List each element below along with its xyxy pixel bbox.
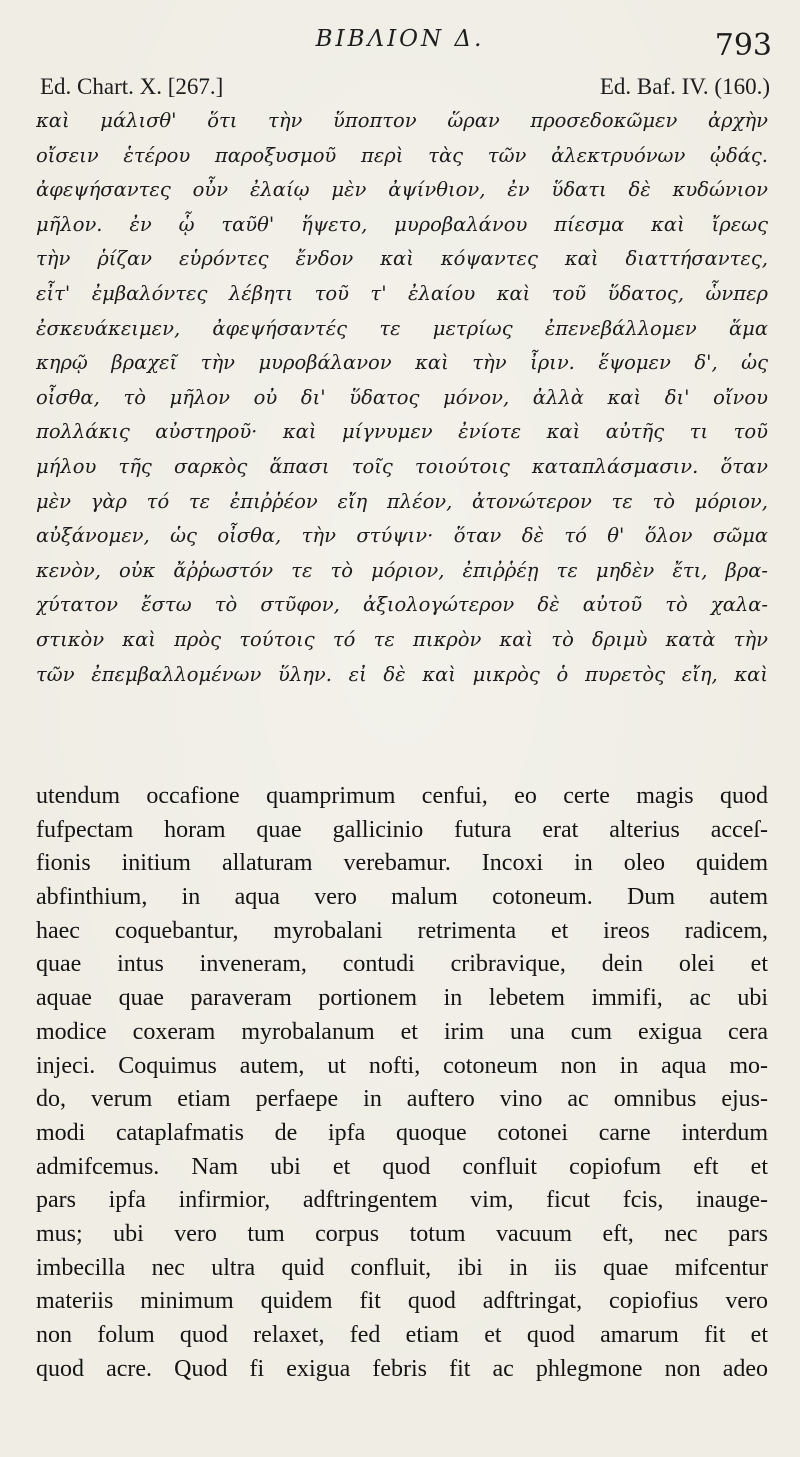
edition-reference-chartier: Ed. Chart. X. [267.] xyxy=(40,74,224,99)
greek-line: ἐσκευάκειμεν, ἀφεψήσαντές τε μετρίως ἐπενεβάλλομεν ἅμα xyxy=(36,316,768,340)
latin-line: imbecilla nec ultra quid confluit, ibi in iis quae mifcentur xyxy=(36,1254,768,1281)
latin-line: fionis initium allaturam verebamur. Incoxi in oleo quidem xyxy=(36,850,768,877)
greek-line: ἀφεψήσαντες οὖν ἐλαίῳ μὲν ἀψίνθιον, ἐν ὕδατι δὲ κυδώνιον xyxy=(36,178,768,202)
greek-line: μὲν γὰρ τό τε ἐπιῤῥέον εἴη πλέον, ἀτονώτερον τε τὸ μόριον, xyxy=(36,489,768,513)
greek-text-block xyxy=(36,104,768,692)
latin-line: haec coquebantur, myrobalani retrimenta et ireos radicem, xyxy=(36,917,768,944)
greek-line: μῆλον. ἐν ᾧ ταῦθ' ἥψετο, μυροβαλάνου πίεσμα καὶ ἴρεως xyxy=(36,212,768,236)
greek-line: μήλου τῆς σαρκὸς ἅπασι τοῖς τοιούτοις καταπλάσμασιν. ὅταν xyxy=(36,454,768,478)
latin-line: quae intus inveneram, contudi cribravique, dein olei et xyxy=(36,951,768,978)
latin-line: materiis minimum quidem fit quod adftringat, copiofius vero xyxy=(36,1288,768,1315)
latin-translation-block xyxy=(36,780,768,1386)
edition-reference-basel: Ed. Baf. IV. (160.) xyxy=(599,74,770,99)
running-head: ΒΙΒΛΙΟΝ Δ. xyxy=(315,26,485,52)
latin-line: fufpectam horam quae gallicinio futura erat alterius acceſ- xyxy=(36,816,768,843)
greek-line: οἴσειν ἑτέρου παροξυσμοῦ περὶ τὰς τῶν ἀλεκτρυόνων ᾠδάς. xyxy=(36,143,768,167)
page-number: 793 xyxy=(714,28,772,63)
latin-line: quod acre. Quod fi exigua febris fit ac phlegmone non adeo xyxy=(36,1355,768,1382)
latin-line: injeci. Coquimus autem, ut nofti, cotoneum non in aqua mo- xyxy=(36,1052,768,1079)
edition-reference-line xyxy=(40,74,770,104)
greek-line: κηρῷ βραχεῖ τὴν μυροβάλανον καὶ τὴν ἶριν. ἕψομεν δ', ὡς xyxy=(36,351,768,375)
latin-line: aquae quae paraveram portionem in lebetem immifi, ac ubi xyxy=(36,985,768,1012)
latin-line: do, verum etiam perfaepe in auftero vino ac omnibus ejus- xyxy=(36,1086,768,1113)
latin-line: mus; ubi vero tum corpus totum vacuum eft, nec pars xyxy=(36,1220,768,1247)
greek-line: πολλάκις αὐστηροῦ· καὶ μίγνυμεν ἐνίοτε καὶ αὐτῆς τι τοῦ xyxy=(36,420,768,444)
greek-line: οἶσθα, τὸ μῆλον οὐ δι' ὕδατος μόνον, ἀλλὰ καὶ δι' οἴνου xyxy=(36,385,768,409)
latin-line: modi cataplafmatis de ipfa quoque cotonei carne interdum xyxy=(36,1119,768,1146)
greek-line: τὴν ῥίζαν εὑρόντες ἔνδον καὶ κόψαντες καὶ διαττήσαντες, xyxy=(36,247,768,271)
greek-line: εἶτ' ἐμβαλόντες λέβητι τοῦ τ' ἐλαίου καὶ τοῦ ὕδατος, ὧνπερ xyxy=(36,281,768,305)
greek-line: αὐξάνομεν, ὡς οἶσθα, τὴν στύψιν· ὅταν δὲ τό θ' ὅλον σῶμα xyxy=(36,524,768,548)
latin-line: modice coxeram myrobalanum et irim una cum exigua cera xyxy=(36,1018,768,1045)
latin-line: utendum occafione quamprimum cenfui, eo certe magis quod xyxy=(36,783,768,809)
greek-line: τῶν ἐπεμβαλλομένων ὕλην. εἰ δὲ καὶ μικρὸς ὁ πυρετὸς εἴη, καὶ xyxy=(36,662,768,686)
latin-line: abfinthium, in aqua vero malum cotoneum. Dum autem xyxy=(36,884,768,911)
latin-line: pars ipfa infirmior, adftringentem vim, ficut fcis, inauge- xyxy=(36,1187,768,1214)
greek-line: χύτατον ἔστω τὸ στῦφον, ἀξιολογώτερον δὲ αὐτοῦ τὸ χαλα- xyxy=(36,593,768,617)
latin-line: admifcemus. Nam ubi et quod confluit copiofum eft et xyxy=(36,1153,768,1180)
greek-line: κενὸν, οὐκ ἄῤῥωστόν τε τὸ μόριον, ἐπιῤῥέῃ τε μηδὲν ἔτι, βρα- xyxy=(36,558,768,582)
latin-line: non folum quod relaxet, fed etiam et quod amarum fit et xyxy=(36,1322,768,1348)
greek-line: καὶ μάλισθ' ὅτι τὴν ὕποπτον ὥραν προσεδοκῶμεν ἀρχὴν xyxy=(36,109,768,132)
greek-line: στικὸν καὶ πρὸς τούτοις τό τε πικρὸν καὶ τὸ δριμὺ κατὰ τὴν xyxy=(36,627,768,651)
